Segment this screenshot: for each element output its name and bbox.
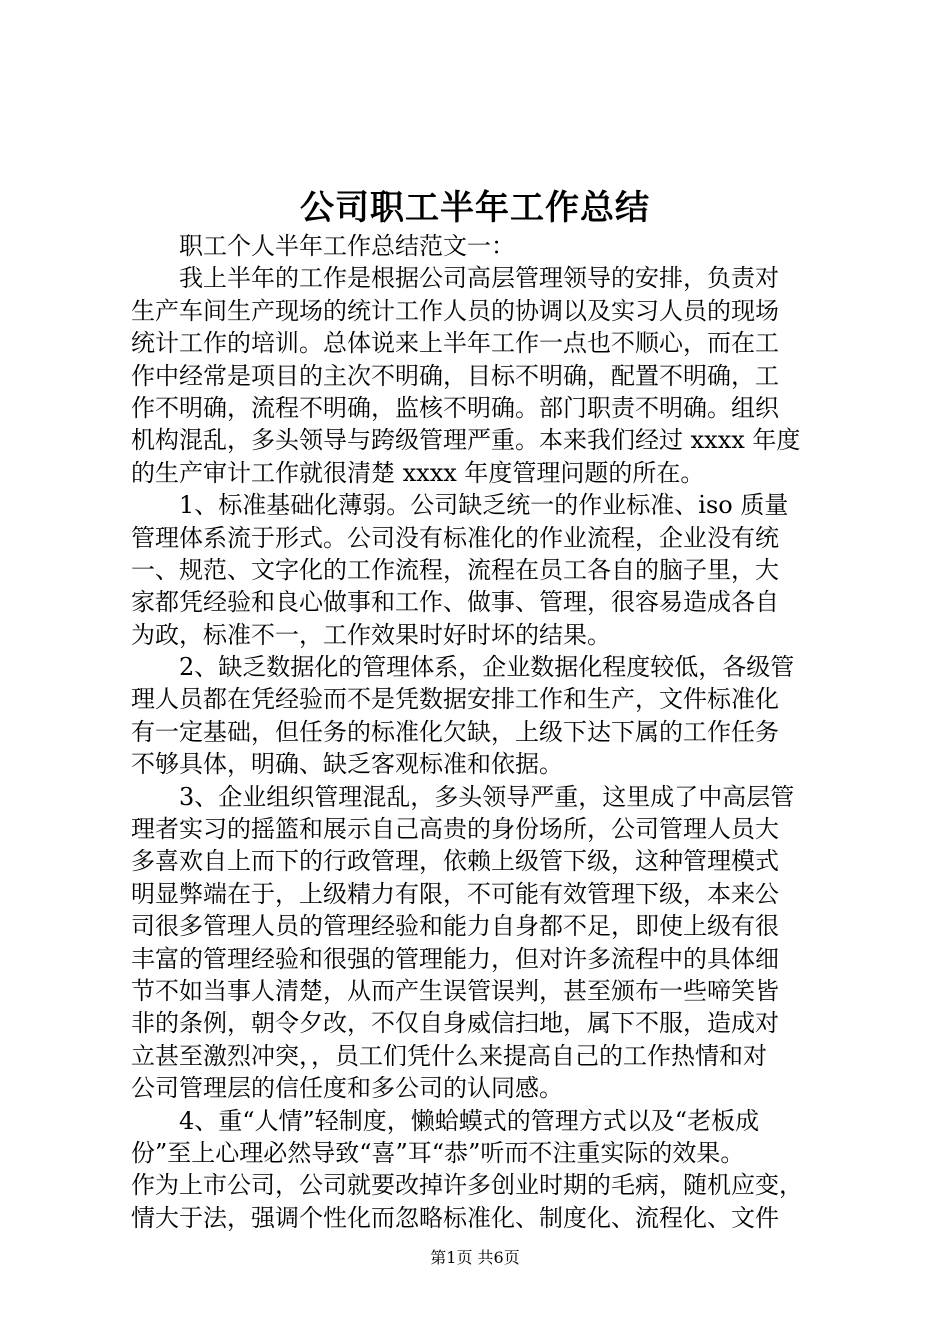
paragraph-line: 2、缺乏数据化的管理体系，企业数据化程度较低，各级管 [179, 653, 795, 682]
paragraph-line: 公司管理层的信任度和多公司的认同感。 [131, 1074, 563, 1103]
paragraph-line: 理者实习的摇篮和展示自己高贵的身份场所，公司管理人员大 [131, 815, 779, 844]
document-title: 公司职工半年工作总结 [300, 188, 650, 228]
paragraph-line: 不够具体，明确、缺乏客观标准和依据。 [131, 750, 563, 779]
paragraph-line: 我上半年的工作是根据公司高层管理领导的安排，负责对 [179, 264, 779, 293]
paragraph-line: 份”至上心理必然导致“喜”耳“恭”听而不注重实际的效果。 [131, 1138, 745, 1167]
paragraph-line: 有一定基础，但任务的标准化欠缺，上级下达下属的工作任务 [131, 717, 779, 746]
paragraph-line: 为政，标准不一，工作效果时好时坏的结果。 [131, 620, 611, 649]
paragraph-line: 管理体系流于形式。公司没有标准化的作业流程，企业没有统 [131, 523, 779, 552]
paragraph-line: 1、标准基础化薄弱。公司缺乏统一的作业标准、iso 质量 [179, 491, 789, 520]
paragraph-line: 家都凭经验和良心做事和工作、做事、管理，很容易造成各自 [131, 588, 779, 617]
paragraph-line: 多喜欢自上而下的行政管理，依赖上级管下级，这种管理模式 [131, 847, 779, 876]
paragraph-line: 作不明确，流程不明确，监核不明确。部门职责不明确。组织 [131, 393, 779, 422]
paragraph-line: 一、规范、文字化的工作流程，流程在员工各自的脑子里，大 [131, 555, 779, 584]
paragraph-line: 3、企业组织管理混乱，多头领导严重，这里成了中高层管 [179, 782, 795, 811]
paragraph-line: 生产车间生产现场的统计工作人员的协调以及实习人员的现场 [131, 296, 779, 325]
paragraph-heading-line: 职工个人半年工作总结范文一： [179, 232, 515, 260]
paragraph-line: 理人员都在凭经验而不是凭数据安排工作和生产，文件标准化 [131, 685, 779, 714]
paragraph-line: 立甚至激烈冲突，，员工们凭什么来提高自己的工作热情和对 [131, 1041, 767, 1070]
paragraph-line: 作中经常是项目的主次不明确，目标不明确，配置不明确，工 [131, 361, 779, 390]
page-footer: 第1页 共6页 [430, 1248, 520, 1267]
paragraph-line: 作为上市公司，公司就要改掉许多创业时期的毛病，随机应变， [131, 1171, 803, 1200]
paragraph-line: 非的条例，朝令夕改，不仅自身威信扫地，属下不服，造成对 [131, 1009, 779, 1038]
paragraph-line: 节不如当事人清楚，从而产生误管误判，甚至颁布一些啼笑皆 [131, 976, 779, 1005]
paragraph-line: 统计工作的培训。总体说来上半年工作一点也不顺心，而在工 [131, 329, 779, 358]
paragraph-line: 4、重“人情”轻制度，懒蛤蟆式的管理方式以及“老板成 [179, 1106, 760, 1135]
paragraph-line: 情大于法，强调个性化而忽略标准化、制度化、流程化、文件 [131, 1203, 779, 1232]
paragraph-line: 司很多管理人员的管理经验和能力自身都不足，即使上级有很 [131, 912, 779, 941]
paragraph-line: 的生产审计工作就很清楚 xxxx 年度管理问题的所在。 [131, 458, 705, 487]
document-body [131, 230, 831, 1234]
paragraph-line: 丰富的管理经验和很强的管理能力，但对许多流程中的具体细 [131, 944, 779, 973]
paragraph-line: 机构混乱，多头领导与跨级管理严重。本来我们经过 xxxx 年度 [131, 426, 801, 455]
paragraph-line: 明显弊端在于，上级精力有限，不可能有效管理下级，本来公 [131, 879, 779, 908]
